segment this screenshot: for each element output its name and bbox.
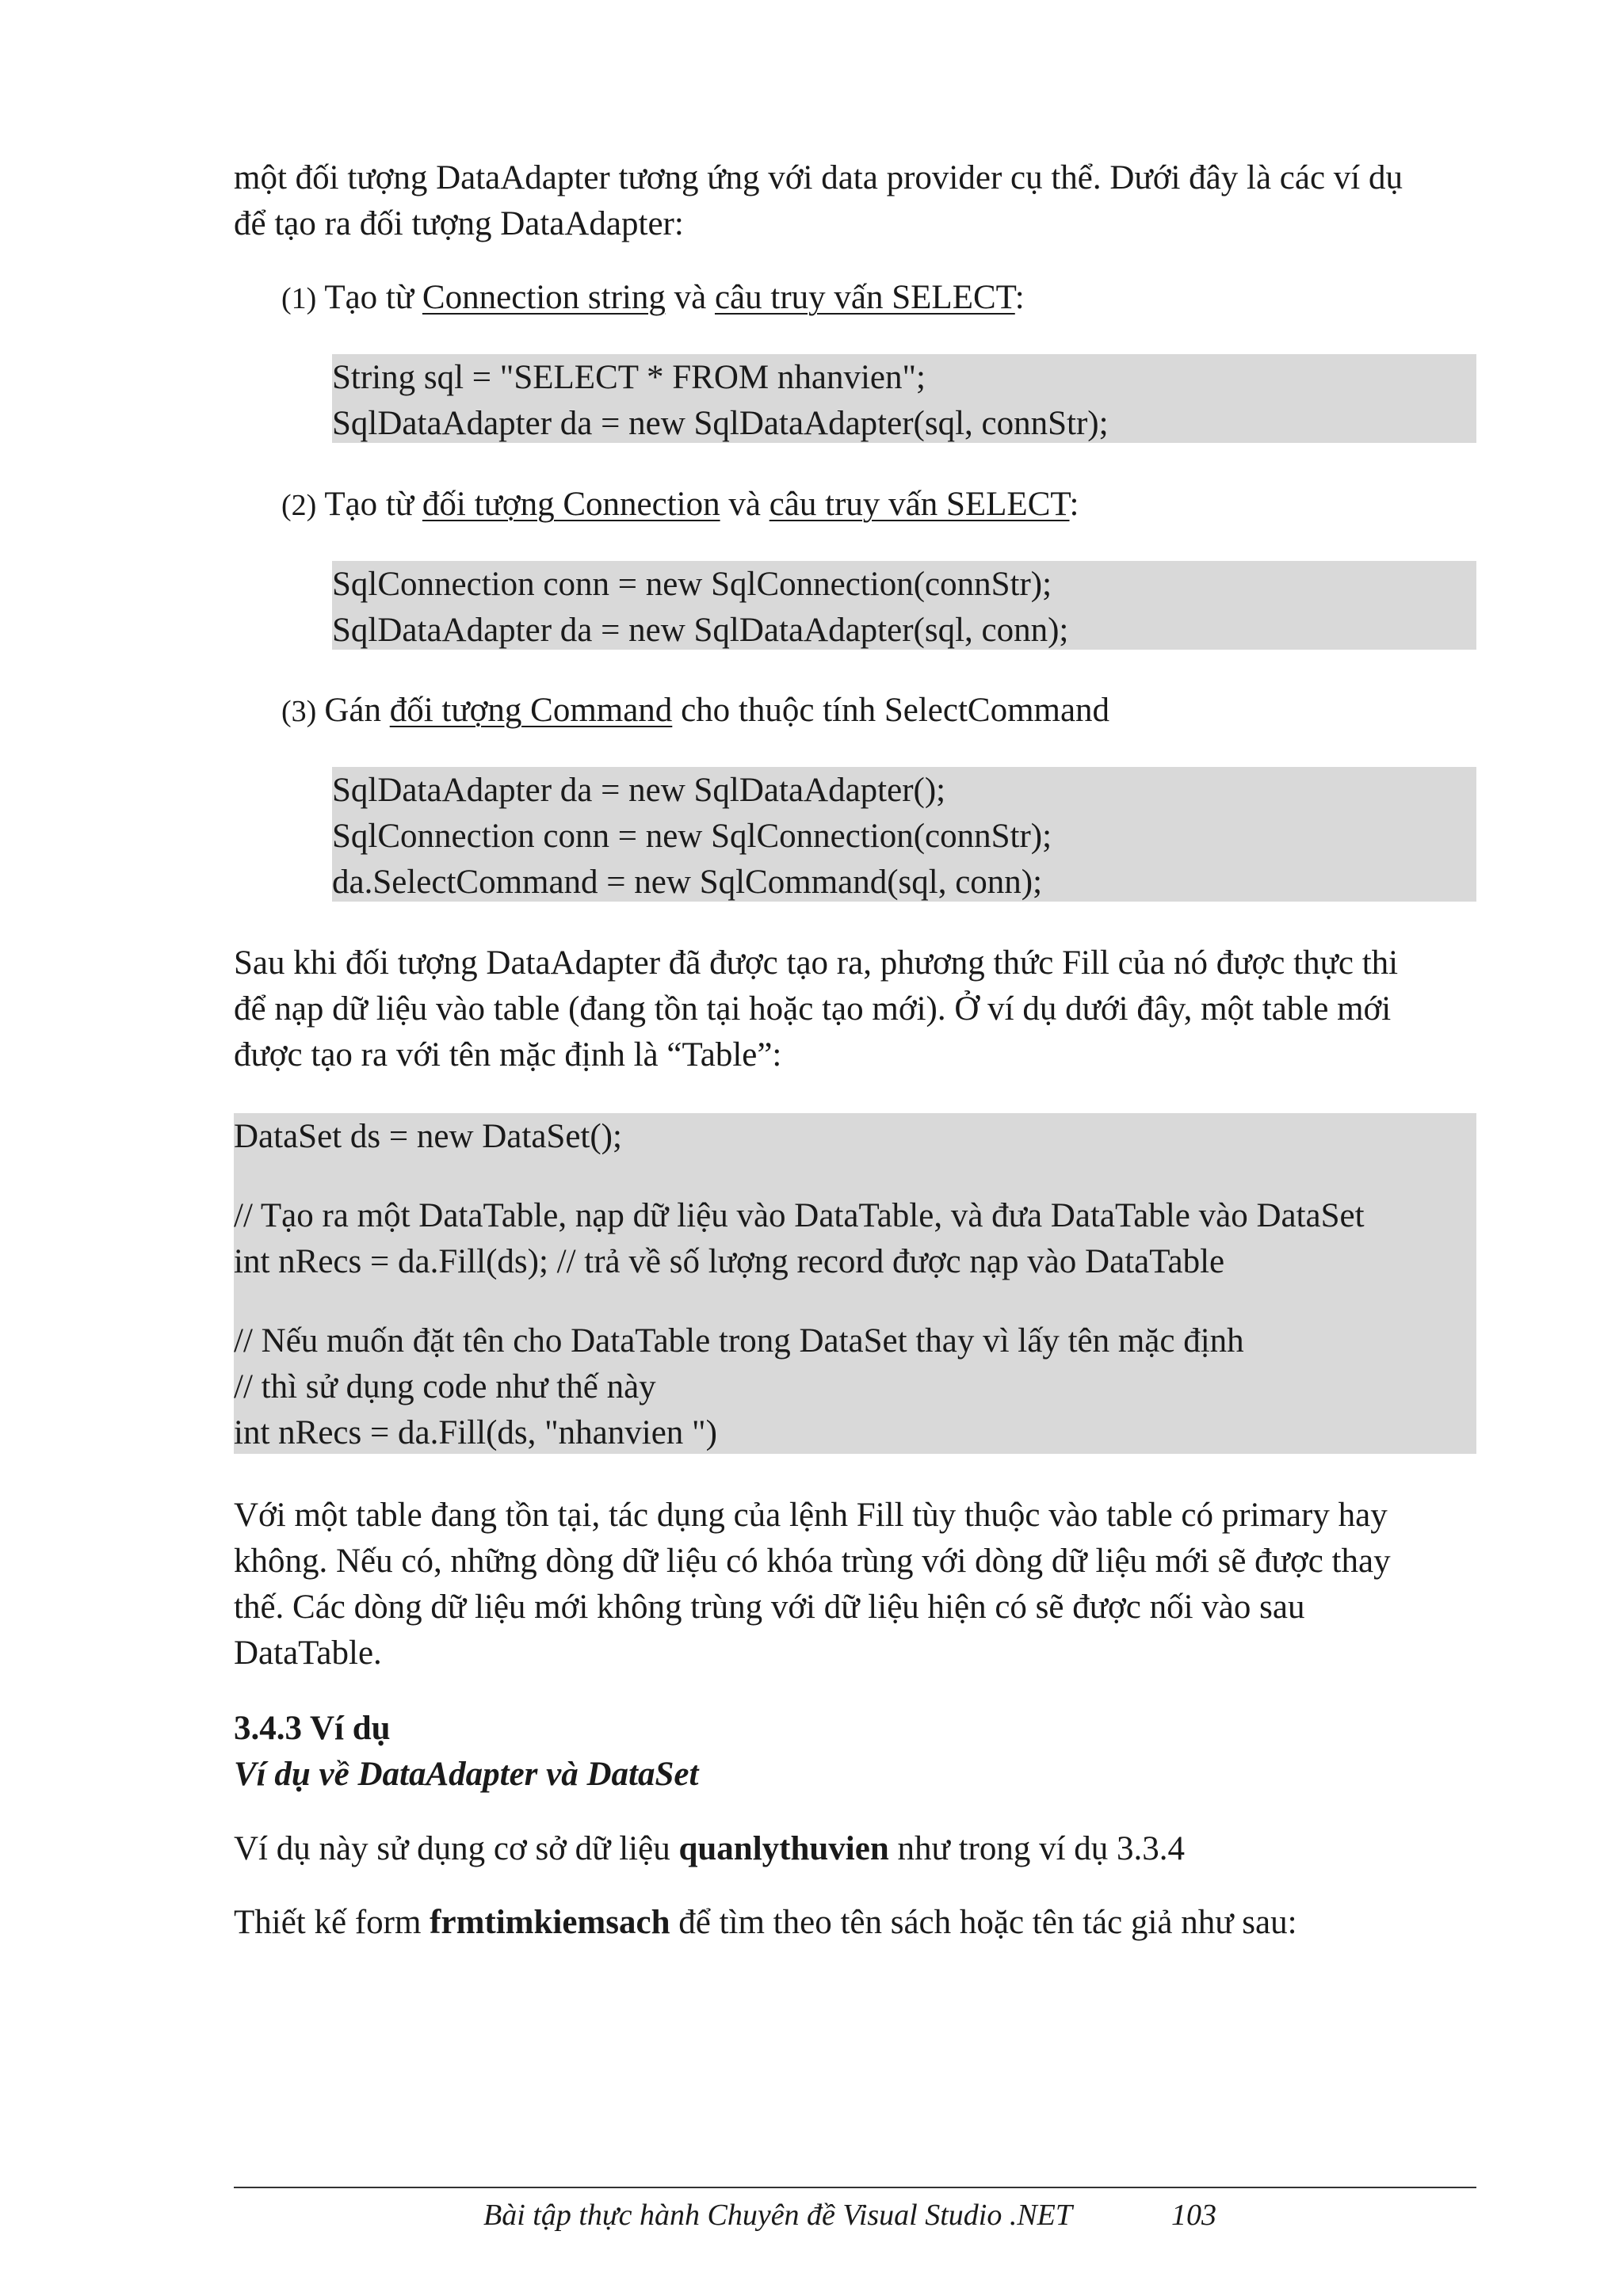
code-line: da.SelectCommand = new SqlCommand(sql, conn); [332, 864, 1043, 901]
intro-line-2: để tạo ra đối tượng DataAdapter: [234, 205, 684, 242]
method-1-term-1: Connection string [422, 279, 666, 316]
section-heading: 3.4.3 Ví dụ [234, 1710, 391, 1747]
existing-line-2: không. Nếu có, những dòng dữ liệu có khóa trùng với dòng dữ liệu mới sẽ được thay [234, 1543, 1391, 1580]
code-line: DataSet ds = new DataSet(); [234, 1118, 622, 1155]
method-1-heading [281, 275, 1470, 322]
method-3-text-before: Gán [324, 692, 390, 729]
example-paragraph [234, 1826, 1476, 1872]
code-line: SqlConnection conn = new SqlConnection(connStr); [332, 818, 1052, 855]
existing-line-1: Với một table đang tồn tại, tác dụng của lệnh Fill tùy thuộc vào table có primary hay [234, 1497, 1388, 1534]
code-line: int nRecs = da.Fill(ds); // trả về số lượng record được nạp vào DataTable [234, 1243, 1225, 1280]
method-3-code-block [332, 767, 1476, 902]
footer-divider [234, 2187, 1476, 2188]
footer-title: Bài tập thực hành Chuyên đề Visual Studio .NET [483, 2199, 1073, 2232]
form-paragraph [234, 1900, 1476, 1946]
method-2-text-before: Tạo từ [324, 486, 422, 523]
code-line: SqlConnection conn = new SqlConnection(connStr); [332, 566, 1052, 603]
fill-line-1: Sau khi đối tượng DataAdapter đã được tạo ra, phương thức Fill của nó được thực thi [234, 944, 1399, 982]
method-1-code-block [332, 354, 1476, 443]
database-name: quanlythuvien [678, 1830, 889, 1867]
method-2-text-mid: và [720, 486, 769, 523]
fill-paragraph [234, 940, 1476, 1078]
method-1-text-before: Tạo từ [324, 279, 422, 316]
code-line: SqlDataAdapter da = new SqlDataAdapter(sql, connStr); [332, 405, 1109, 442]
existing-line-4: DataTable. [234, 1634, 382, 1672]
page-number: 103 [1171, 2199, 1216, 2232]
method-1-text-mid: và [665, 279, 715, 316]
code-comment: // Tạo ra một DataTable, nạp dữ liệu vào DataTable, và đưa DataTable vào DataSet [234, 1197, 1365, 1234]
code-comment: // Nếu muốn đặt tên cho DataTable trong DataSet thay vì lấy tên mặc định [234, 1322, 1244, 1360]
method-2-heading [281, 482, 1470, 528]
method-3-text-after: cho thuộc tính SelectCommand [672, 692, 1110, 729]
example-text-before: Ví dụ này sử dụng cơ sở dữ liệu [234, 1830, 679, 1867]
example-text-after: như trong ví dụ 3.3.4 [888, 1830, 1186, 1867]
method-3-term-1: đối tượng Command [389, 692, 673, 729]
code-line: SqlDataAdapter da = new SqlDataAdapter(sql, conn); [332, 612, 1069, 649]
method-2-text-after: : [1069, 486, 1079, 523]
code-comment: // thì sử dụng code như thế này [234, 1368, 656, 1405]
code-line: int nRecs = da.Fill(ds, "nhanvien ") [234, 1414, 717, 1451]
method-1-text-after: : [1014, 279, 1025, 316]
fill-line-3: được tạo ra với tên mặc định là “Table”: [234, 1036, 782, 1074]
form-name: frmtimkiemsach [430, 1904, 670, 1941]
form-text-after: để tìm theo tên sách hoặc tên tác giả như sau: [670, 1904, 1297, 1941]
code-line: SqlDataAdapter da = new SqlDataAdapter(); [332, 772, 946, 809]
method-1-number: (1) [281, 282, 317, 315]
method-1-term-2: câu truy vấn SELECT [714, 279, 1015, 316]
method-2-term-1: đối tượng Connection [422, 486, 720, 523]
fill-code-block [234, 1113, 1476, 1454]
section-subheading: Ví dụ về DataAdapter và DataSet [234, 1756, 699, 1793]
intro-line-1: một đối tượng DataAdapter tương ứng với data provider cụ thể. Dưới đây là các ví dụ [234, 159, 1403, 196]
fill-line-2: để nạp dữ liệu vào table (đang tồn tại hoặc tạo mới). Ở ví dụ dưới đây, một table mới [234, 990, 1392, 1028]
method-2-code-block [332, 561, 1476, 650]
method-3-heading [281, 688, 1470, 734]
existing-table-paragraph [234, 1493, 1476, 1676]
form-text-before: Thiết kế form [234, 1904, 430, 1941]
method-3-number: (3) [281, 695, 317, 728]
intro-paragraph [234, 155, 1476, 247]
method-2-term-2: câu truy vấn SELECT [769, 486, 1070, 523]
existing-line-3: thế. Các dòng dữ liệu mới không trùng với dữ liệu hiện có sẽ được nối vào sau [234, 1589, 1305, 1626]
method-2-number: (2) [281, 489, 317, 522]
code-line: String sql = "SELECT * FROM nhanvien"; [332, 359, 926, 396]
